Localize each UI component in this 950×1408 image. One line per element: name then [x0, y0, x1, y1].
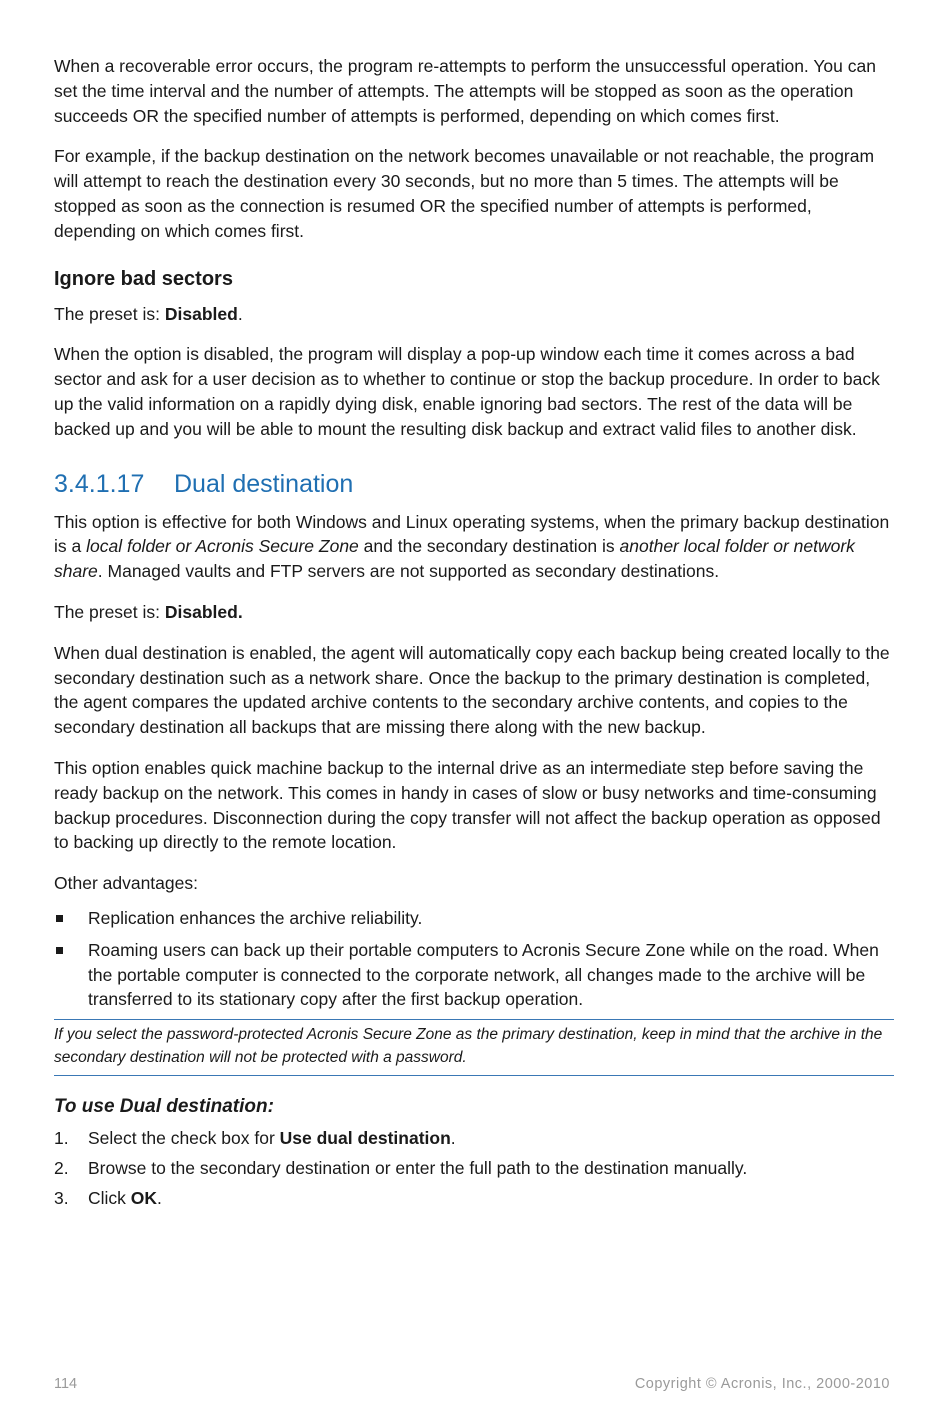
step-item	[54, 1126, 894, 1151]
step-text: Browse to the secondary destination or enter the full path to the destination manually.	[88, 1157, 748, 1178]
preset-value: Disabled.	[164, 601, 243, 622]
list-item	[54, 938, 894, 1012]
ignore-bad-sectors-body: When the option is disabled, the program will display a pop-up window each time it comes across a bad sector and ask for a user decision as to whether to continue or stop the backup procedure. In order to back up the valid information on a rapidly dying disk, enable ignoring bad sectors. The rest of the data will be backed up and you will be able to mount the resulting disk backup and extract valid files to another disk.	[54, 344, 880, 439]
advantages-label: Other advantages:	[54, 873, 198, 894]
dual-destination-preset	[54, 600, 894, 625]
ignore-bad-sectors-heading: Ignore bad sectors	[54, 267, 233, 290]
ignore-bad-sectors-preset	[54, 302, 894, 327]
text-run: and the secondary destination is	[358, 536, 620, 557]
step-text: Select the check box for	[88, 1128, 280, 1149]
bullet-icon	[56, 915, 63, 922]
step-text: .	[157, 1187, 162, 1208]
intro-paragraph-2: For example, if the backup destination on the network becomes unavailable or not reachable, the program will attempt to reach the destination every 30 seconds, but no more than 5 times. The attempts will be stopped as soon as the connection is resumed OR the specified number of attempts is performed, depending on which comes first.	[54, 146, 875, 241]
list-item-text: Replication enhances the archive reliability.	[88, 907, 423, 928]
section-number: 3.4.1.17	[54, 469, 145, 498]
document-page	[54, 54, 894, 1216]
dual-destination-heading	[54, 468, 894, 500]
emphasis-text: another local folder or network share	[54, 536, 855, 582]
list-item-text: Roaming users can back up their portable computers to Acronis Secure Zone while on the road. When the portable computer is connected to the corporate network, all changes made to the archive will be transferred to its stationary copy after the first backup operation.	[88, 939, 879, 1010]
text-run: This option is effective for both Windows and Linux operating systems, when the primary backup destination is a	[54, 511, 890, 557]
step-item	[54, 1186, 894, 1211]
preset-suffix: .	[237, 303, 243, 324]
procedure-title: To use Dual destination:	[54, 1096, 274, 1118]
step-number: 1.	[54, 1128, 69, 1149]
emphasis-text: local folder or Acronis Secure Zone	[86, 536, 359, 557]
dual-destination-paragraph-3: When dual destination is enabled, the agent will automatically copy each backup being created locally to the secondary destination such as a network share. Once the backup to the primary destination is completed, the agent compares the updated archive contents to the secondary archive contents, and copies to the secondary destination all backups that are missing there along with the new backup.	[54, 642, 890, 738]
step-number: 2.	[54, 1157, 69, 1178]
note-box: If you select the password-protected Acronis Secure Zone as the primary destination, keep in mind that the archive in the secondary destination will not be protected with a password.	[54, 1019, 894, 1076]
step-number: 3.	[54, 1187, 69, 1208]
page-number: 114	[54, 1376, 78, 1392]
preset-prefix: The preset is:	[54, 303, 165, 324]
dual-destination-paragraph-4: This option enables quick machine backup to the internal drive as an intermediate step before saving the ready backup on the network. This comes in handy in cases of slow or busy networks and time-consuming backup procedures. Disconnection during the copy transfer will not affect the backup operation as opposed to backing up directly to the remote location.	[54, 757, 881, 853]
dual-destination-paragraph-1	[54, 510, 894, 584]
step-text: Click	[88, 1187, 131, 1208]
bullet-icon	[56, 947, 63, 954]
step-ui-label: Use dual destination	[279, 1128, 451, 1149]
step-ui-label: OK	[130, 1187, 158, 1208]
step-text: .	[450, 1128, 456, 1149]
intro-paragraph-1: When a recoverable error occurs, the program re-attempts to perform the unsuccessful operation. You can set the time interval and the number of attempts. The attempts will be stopped as soon as the operation succeeds OR the specified number of attempts is performed, depending on which comes first.	[54, 56, 876, 126]
step-item	[54, 1156, 894, 1181]
procedure-steps	[54, 1126, 894, 1210]
copyright-text: Copyright © Acronis, Inc., 2000-2010	[634, 1376, 890, 1392]
preset-value: Disabled	[164, 303, 238, 324]
list-item	[54, 906, 894, 931]
advantages-list	[54, 906, 894, 1012]
preset-prefix: The preset is:	[54, 601, 165, 622]
section-title: Dual destination	[174, 469, 354, 498]
text-run: . Managed vaults and FTP servers are not supported as secondary destinations.	[97, 561, 720, 582]
